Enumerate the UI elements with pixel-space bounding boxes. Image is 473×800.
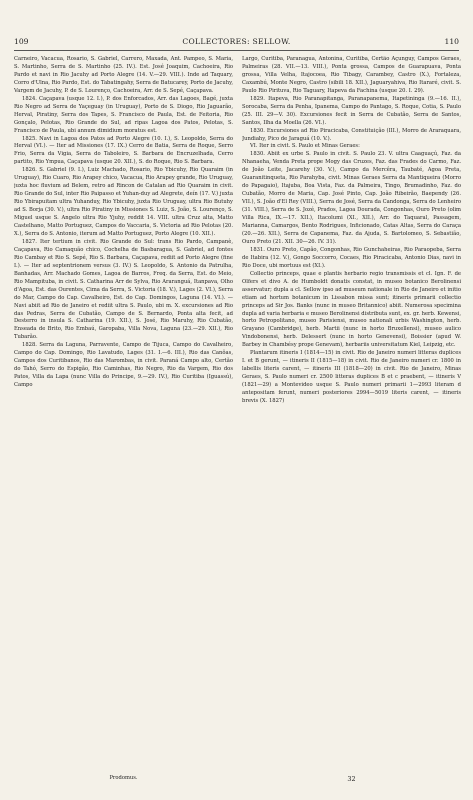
running-title: COLLECTORES: SELLOW. [182,37,291,46]
signature-mark: Prodomus. [109,775,138,781]
right-column [242,56,461,768]
paragraph: 1824. Caçapava (usque 12. I.), P. dos Enforcados, Arr. das Lagoes, Bagé, juxta Rio Negro ad Serra de Yaçeguay (in Uruguay), Porto de S. Diogo, Rio Jaguarão, Herval, Piratiny, Serra dos Tapes, S. Francisco de Paula, Est. de Feitoria, Rio Gonçalo, Pelotas, Rio Grande do Sul, ad ripas Lagoa dos Patos, Pelotas, S. Francisco de Paula, ubi annum dimidium moratus est. [14,95,233,134]
running-header [14,36,459,48]
header-rule [14,50,459,51]
paragraph: 1830. Excursiones ad Rio Piracicaba, Constituição (III.), Morro de Araraquara, Jundiahy, Pico de Jaraguá (10. V.). [242,127,461,142]
paragraph: 1827. Iter tertium in civit. Rio Grande do Sul: trans Rio Pardo, Campanè, Caçapava, Rio Camaquão chico, Cochelha de Basbaragua, S. Gabriel, ad fontes Rio Cambay et Rio S. Sepé, Rio S. Barbara, Caçapava, rediit ad Porto Alegre (fine I.). — Iter ad septentrionem versus (3. IV.) S. Leopoldo, S. Antonio da Patrulha, Banhadas, Arr. Machado Gomes, Lagoa de Barros, Freq. da Serra, Est. do Meio, Rio Mampituba, in civit. S. Catharina Arr de Sylva, Rio Araranguá, Itanpava, Olho d'Agoa, Est. das Ourentes, Cima da Serra, S. Victoria (18. V.), Lages (2. VI.), Serra do Mar, Campo do Cap. Cavalheiro, Est. do Cap. Domingos, Laguna (14. VI.). — Navi abiit ad Rio de Janeiro et rediit ultra S. Paulo, ubi m. X. excursiones ad Rio das Pedras, Serra de Cubatão, Campo de S. Bernardo, Ponta alta fecit, ad Desterro in insula S. Catharina (19. XII.), S. José, Rio Maruhy, Rio Cubatão, Enseada de Brito, Rio Embaú, Garopaba, Villa Nova, Laguna (23.—29. XII.), Rio Tubarão. [14,238,233,341]
page-number-right: 110 [444,37,459,46]
paragraph: 1826. S. Gabriel (9. I.), Luiz Machado, Rosario, Rio Ybicuhy, Rio Quaraim (in Uruguay), Rio Cuaro, Rio Arapey chico, Vacacua, Rio Arapey grande, Rio Uruguay, juxta hoc fluvium ad Belem, retro ad Rincon de Catalan ad Rio Quaraim in civit. Rio Grande do Sul, inter Rio Paipasso et Yuhan-duy ad Alegrete, deín (17. V.) juxta Rio Ybirapuitam ultra Yuhanduy, Rio Ybicuhy, juxta Rio Uruguay, ultra Rio Butuhy ad S. Borja (30. V.), ultra Rio Piratiny in Missiones S. Luiz, S. João, S. Lourenço, S. Miguel usque S. Angelo ultra Rio Yjuhy, reddit 14. VIII. ultra Cruz alta, Matto Castelhano, Matto Portuguez, Campos do Vaccaria, S. Victoria ad Rio Pelotas (20. X.), Serra do S. Antonio, iterum ad Matto Portuguez, Porto Alegre (10. XII.). [14,167,233,237]
left-column [14,56,233,768]
paragraph: 1831. Ouro Preto, Capão, Congonhas, Rio Gunchaheiras, Rio Paraopeba, Serra de Itabira (12. V.), Gongo Soccorro, Cocaes, Rio Piracicaba, Antonio Dias, navi in Rio Doce, ubi mortuus est (XI.). [242,246,461,269]
paragraph: Largo, Curitiba, Paranagua, Antonina, Curitiba, Certão Açunguy, Campos Geraes, Palmeiras (28. VII.—13. VIII.), Ponta grossa, Campos de Guarapuava, Ponta grossa, Villa Velha, Itajocoea, Rio Tibagy, Carambey, Castro (X.), Fortaleza, Caxambú, Monte Negro, Castro (sibili 18. XII.), Jaguaryahiva, Rio Itararé, civit. S. Paulo Rio Pirituva, Rio Taguary, Itapeva da Fachina (usque 20. I. 29). [242,56,461,94]
paragraph: 1829. Itapeva, Rio Paranapitanga, Paranapanema, Itapetininga (9.—16. II.), Sorocaba, Serra da Penha, Ipanema, Campo do Pantago, S. Roque, Cotia, S. Paulo (25. III. 29—V. 30). Excursiones fecit in Serra de Cubatão, Serra de Santos, Santos, Ilha da Moella (26. VI.). [242,95,461,126]
paragraph: VI. Iter in civit. S. Paulo et Minas Geraes: [250,143,360,150]
paragraph: 1825. Navi in Lagoa dos Patos ad Porto Alegre (10. I.), S. Leopoldo, Serra do Herval (VI.). — Iter ad Missiones (17. IX.) Cerro de Batia, Serra de Roque, Serro Frio, Serra da Vigia, Serra do Taboleiro, S. Barbara de Encruzelhada, Cerro partito, Rio Ympua, Caçapava (usque 20. XII.), S. do Roque, Rio S. Barbara. [14,135,233,166]
sheet-number: 32 [347,775,356,783]
page-number-left: 109 [14,37,29,46]
paragraph: Plantarum itineris I (1814—15) in civit. Rio de Janeiro numeri litteras duplices I. et B gerunt, — itineris II (1815—18) in civit. Rio de Janeiro numeri cr. 1800 in labellis literis carent, — itineris III (1818—20) in civit. Rio de Janeiro, Minas Geraes, S. Paulo numeri cr. 2500 litteras duplices B et c praebent, — itineris V (1821—29) a Montevideo usque S. Paulo numeri primarii 1—2993 literam d antepositam ferunt, numeri posteriores 2994—5019 literis carent, — itineris brevis (X. 1827) [242,350,461,404]
paragraph: 1830. Abiit ex urbe S. Paulo in civit. S. Paulo 23. V. ultra Caaguaçú, Faz. da Nhanaeha, Venda Preta prope Mogy das Cruzes, Faz. das Frades do Carmo, Faz. de João Leite, Jacarehy (30. V.), Campo da Mercêra, Taubaté, Agoa Preta, Guaranitinqueta, Rio Parahyba, civit. Minas Geraes Serra da Mantiqueira (Morro do Papagaio), Itajuba, Boa Vista, Faz. da Palmeira, Tingo, Brumadinho, Faz. do Cubatão, Morro de Maria, Cap. José Pinto, Cap. João Ribeirão, Baependy (26. VII.), S. João d'El Rey (VIII.), Serra de José, Serra da Candonga, Serra do Lenheiro (31. VIII.), Serra de S. Jozé, Prados, Lagoa Dourada, Congonhas, Ouro Preto (olim Villa Rica, IX.—17. XII.), Itacolumi (XI., XII.), Arr. do Taquaral, Passagem, Marianna, Camargos, Bento Rodrigues, Inficionado, Catas Altas, Serra do Caraça (20.—26. XII.), Serra de Capanema, Faz. da Ajuda, S. Bartolomeo, S. Sebastião, Ouro Preto (21. XII. 30—26. IV. 31). [242,151,461,245]
paragraph: Carneiro, Vacacua, Rosario, S. Gabriel, Carrero, Maxada, Ant. Pampeo, S. Maria, S. Martinho, Serra de S. Martinho (25. IV.). Est. José Joaquim, Cachoeira, Rio Pardo et navi in Rio Jacuhy ad Porto Alegre (14. V.—29. VIII.). Inde ad Taquary, Corro d'Ulna, Rio Pardo, Est. do Tabatingahy, Serra de Batucarey, Porto de Jacuhy, Vargem de Jacuhy, P. de S. Lourenço, Cachoeira, Arr. de S. Sepé, Caçapava. [14,56,233,94]
paragraph: Collectio princeps, quae e plantis herbario regio transmissis et cl. Ign. F. de Olfers et divo A. de Humboldt donatis constat, in museo botanico Berolinensi asservatur; dupla a cl. Sellow ipso ad museum nationale in Rio de Janeiro et initio etiam ad hortum botanicum in Lissabon missa sunt; itineris primarii collectio princeps ad Sir Jos. Banks (nunc in museo Britannico) abiit. Numerosa specimina dupla ad varia herbaria e museo Berolinensi distributa sunt, ex. gr. herb. Kewensi, horto Petropolitano, museo Parisiensi, museo nationali urbis Washington, herb. Grayano (Cambridge), herb. Martii (nunc in horto Bruxellensi), museo aulico Vindobonensi, herb. Delessert (nunc in horto Genevensi), Boissier (apud W. Barbey in Chambésy prope Genevam), herbariis universitatum Kiel, Leipzig, etc. [242,270,461,349]
paragraph: 1828. Serra da Laguna, Parravente, Campo de Tijuca, Campo do Cavalheiro, Campo do Cap. Domingo, Rio Lavatudo, Lages (31. I.—6. III.), Rio das Canôas, Campos dos Curitibanos, Rio das Marombas, in civit. Paraná Campo alto, Certão do Tahó, Serro do Espigão, Rio Caminhas, Rio Negro, Rio da Vargem, Rio dos Patos, Villa da Lapa (nunc Villa do Principe, 9.—29. IV.), Rio Curitiba (Iguassú), Campo [14,342,233,389]
